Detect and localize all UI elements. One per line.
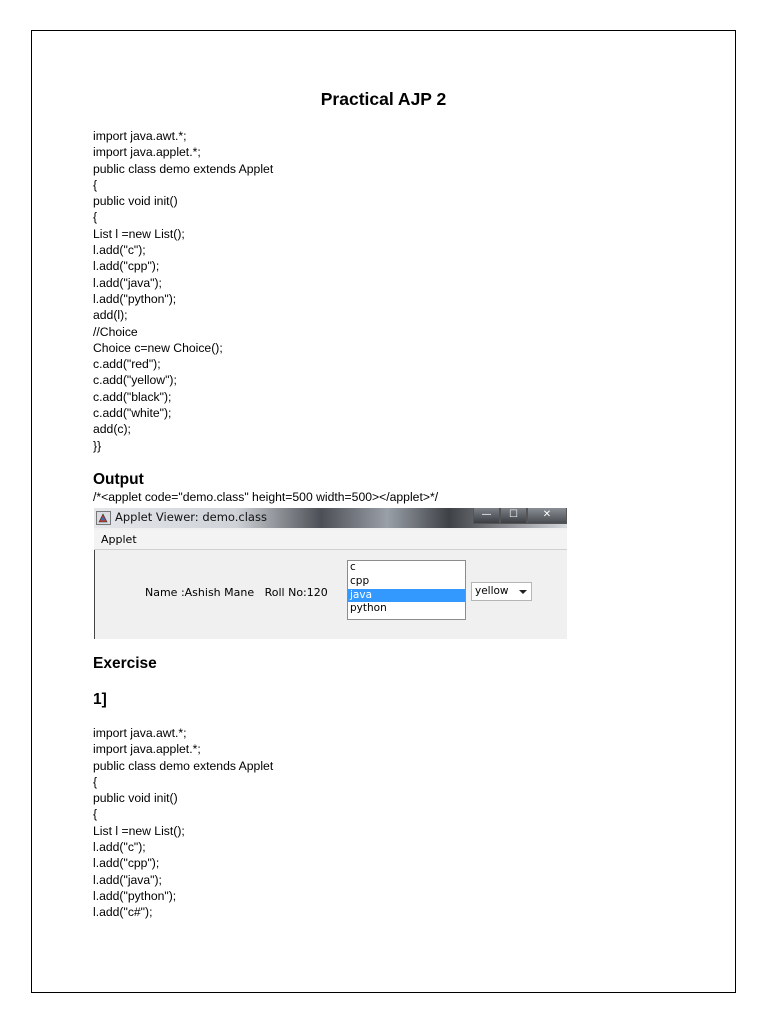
code-line: add(c); — [93, 422, 131, 437]
maximize-button[interactable]: ☐ — [500, 508, 527, 524]
code-line: add(l); — [93, 308, 128, 323]
list-item[interactable]: python — [350, 602, 387, 615]
close-button[interactable]: ✕ — [527, 508, 567, 524]
code-line: l.add("c"); — [93, 243, 146, 258]
code-block-main — [93, 128, 273, 454]
code-line: import java.applet.*; — [93, 742, 201, 757]
code-line: { — [93, 774, 98, 789]
code-line: }} — [93, 438, 102, 453]
code-line: public void init() — [93, 791, 178, 806]
applet-viewer-screenshot — [94, 508, 567, 639]
code-line: import java.awt.*; — [93, 129, 187, 143]
minimize-button[interactable]: — — [473, 508, 500, 524]
list-item-selected[interactable]: java — [348, 589, 465, 603]
color-choice-dropdown[interactable] — [471, 582, 532, 601]
exercise-number: 1] — [93, 691, 107, 708]
list-item[interactable]: c — [350, 561, 356, 573]
window-title: Applet Viewer: demo.class — [115, 510, 267, 524]
code-line: c.add("red"); — [93, 357, 161, 372]
applet-content — [94, 550, 567, 639]
exercise-heading: Exercise — [93, 655, 157, 672]
student-info-label: Name :Ashish Mane Roll No:120 — [145, 586, 328, 599]
window-controls — [473, 508, 567, 524]
list-item[interactable]: cpp — [350, 574, 370, 587]
window-titlebar — [94, 508, 567, 528]
java-app-icon — [96, 511, 111, 525]
menu-applet[interactable]: Applet — [101, 533, 137, 546]
code-line: //Choice — [93, 324, 138, 339]
code-line: l.add("cpp"); — [93, 259, 160, 274]
page-title: Practical AJP 2 — [320, 89, 447, 109]
code-line: import java.applet.*; — [93, 145, 201, 160]
chevron-down-icon[interactable] — [519, 590, 527, 594]
code-block-exercise — [93, 725, 273, 921]
code-line: l.add("java"); — [93, 275, 162, 290]
code-line: l.add("python"); — [93, 291, 177, 306]
code-line: { — [93, 210, 98, 225]
code-line: l.add("c#"); — [93, 905, 153, 920]
applet-tag-comment: /*<applet code="demo.class" height=500 width=500></applet>*/ — [93, 490, 439, 504]
code-line: l.add("c"); — [93, 840, 146, 855]
code-line: import java.awt.*; — [93, 726, 187, 740]
code-line: l.add("python"); — [93, 888, 177, 903]
code-line: c.add("white"); — [93, 406, 172, 421]
code-line: l.add("java"); — [93, 872, 162, 887]
menu-bar — [94, 530, 567, 550]
output-heading: Output — [93, 471, 144, 488]
code-line: c.add("black"); — [93, 389, 172, 404]
code-line: { — [93, 177, 98, 192]
code-line: List l =new List(); — [93, 226, 185, 241]
code-line: public class demo extends Applet — [93, 758, 274, 773]
code-line: l.add("cpp"); — [93, 856, 160, 871]
code-line: List l =new List(); — [93, 823, 185, 838]
choice-value: yellow — [475, 585, 509, 597]
language-list[interactable] — [347, 560, 466, 620]
code-line: { — [93, 807, 98, 822]
document-page — [31, 30, 736, 993]
code-line: public class demo extends Applet — [93, 161, 274, 176]
code-line: Choice c=new Choice(); — [93, 340, 223, 355]
code-line: public void init() — [93, 194, 178, 209]
code-line: c.add("yellow"); — [93, 373, 177, 388]
